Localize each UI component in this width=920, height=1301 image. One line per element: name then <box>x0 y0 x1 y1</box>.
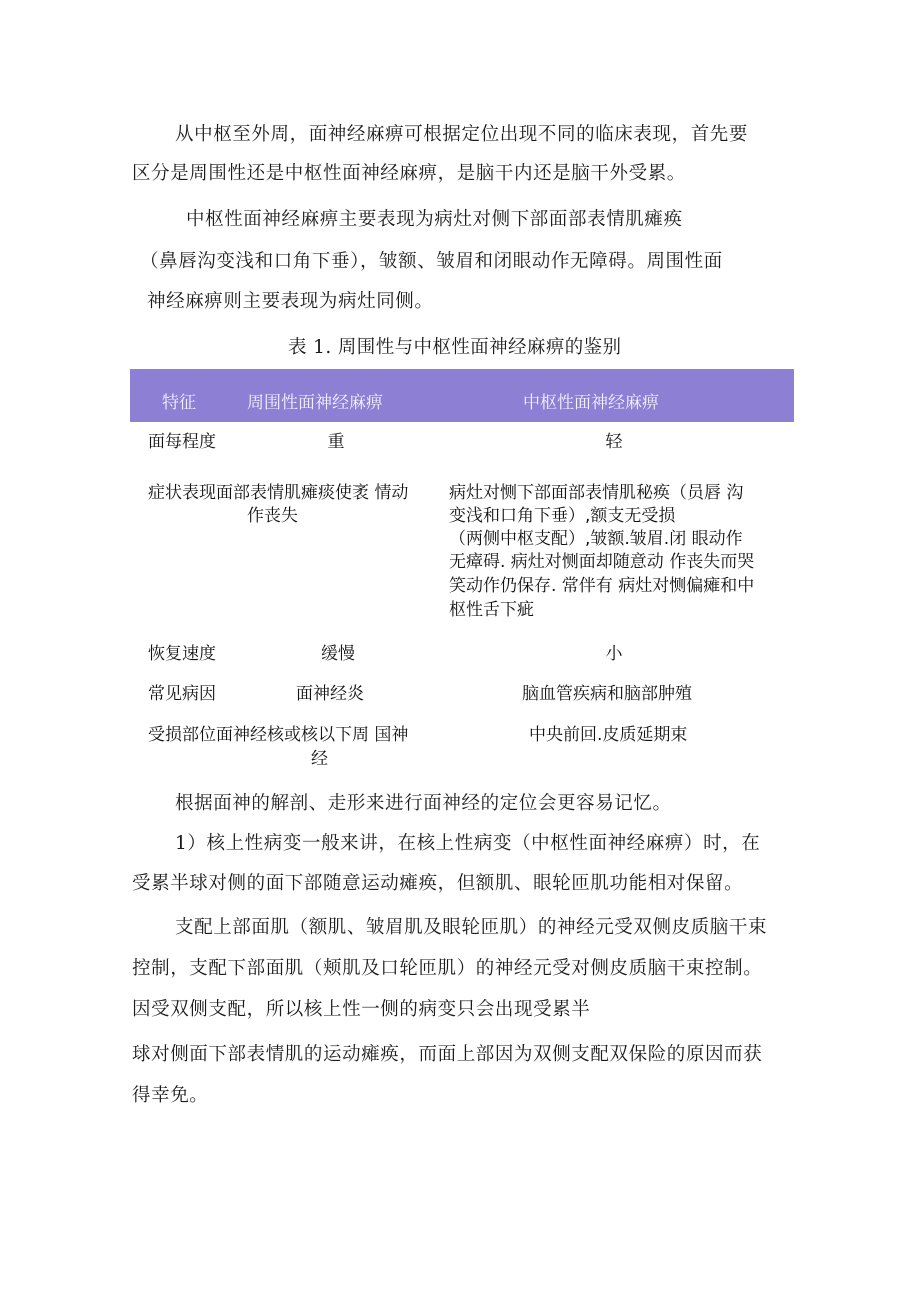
row-symptom-feature-peripheral-line-1: 症状表现面部表情肌瘫痰使袤 情动 <box>148 483 409 503</box>
row-lesion-feature-peripheral-line-1: 受损部位面神经核或核以下周 国神 <box>148 725 409 745</box>
row-lesion-central: 中央前回.皮质延期束 <box>529 725 688 745</box>
row-symptom-central-line-3: （两侧中枢支配）,皱额.皱眉.闭 眼动作 <box>449 529 743 549</box>
row-symptom-central-line-1: 病灶对恻下部面部表情肌秘痪（员唇 沟 <box>449 483 744 503</box>
row-symptom-central-line-6: 枢性舌下疵 <box>449 600 534 620</box>
paragraph-4-line-2: 受累半球对侧的面下部随意运动瘫痪，但额肌、眼轮匝肌功能相对保留。 <box>132 873 744 894</box>
row-cause-peripheral: 面神经炎 <box>296 684 364 704</box>
row-symptom-feature-peripheral-line-2: 作丧失 <box>247 506 298 526</box>
table-header-row <box>130 369 794 422</box>
row-recovery-central: 小 <box>605 644 623 664</box>
row-severity-central: 轻 <box>605 432 623 452</box>
table-header-feature: 特征 <box>162 393 196 413</box>
table-header-central: 中枢性面神经麻痹 <box>523 393 659 413</box>
row-recovery-peripheral: 缓慢 <box>321 644 355 664</box>
paragraph-1-line-1: 从中枢至外周，面神经麻痹可根据定位出现不同的临床表现，首先要 <box>175 124 749 145</box>
row-cause-central: 脑血管疾病和脑部肿殖 <box>522 684 692 704</box>
paragraph-2-line-3: 神经麻痹则主要表现为病灶同侧。 <box>147 291 434 312</box>
paragraph-5-line-1: 支配上部面肌（额肌、皱眉肌及眼轮匝肌）的神经元受双侧皮质脑干束 <box>175 917 768 938</box>
row-severity-feature: 面每程度 <box>148 432 216 452</box>
row-recovery-feature: 恢复速度 <box>148 644 216 664</box>
row-symptom-central-line-5: 笑动作仍保存. 常伴有 病灶对恻偏瘫和中 <box>449 576 755 596</box>
paragraph-1-line-2: 区分是周围性还是中枢性面神经麻痹，是脑干内还是脑干外受累。 <box>132 163 686 184</box>
paragraph-5-line-2: 控制，支配下部面肌（颊肌及口轮匝肌）的神经元受对侧皮质脑干束控制。 <box>132 958 763 979</box>
paragraph-5-line-3: 因受双侧支配，所以核上性一侧的病变只会出现受累半 <box>132 999 591 1020</box>
paragraph-6-line-1: 球对侧面下部表情肌的运动瘫痪，而面上部因为双侧支配双保险的原因而获 <box>132 1044 763 1065</box>
row-cause-feature: 常见病因 <box>148 684 216 704</box>
paragraph-3-line-1: 根据面神的解剖、走形来进行面神经的定位会更容易记忆。 <box>175 793 672 814</box>
paragraph-4-line-1: 1）核上性病变一般来讲，在核上性病变（中枢性面神经麻痹）时，在 <box>175 833 761 854</box>
row-severity-peripheral: 重 <box>327 432 345 452</box>
paragraph-2-line-1: 中枢性面神经麻痹主要表现为病灶对侧下部面部表情肌瘫痪 <box>186 209 683 230</box>
table-caption: 表 1. 周围性与中枢性面神经麻痹的鉴别 <box>288 337 622 358</box>
row-symptom-central-line-4: 无瘴碍. 病灶对恻面却随意动 作丧失而哭 <box>449 552 755 572</box>
paragraph-6-line-2: 得幸免。 <box>132 1085 209 1106</box>
row-lesion-feature-peripheral-line-2: 经 <box>311 749 328 769</box>
paragraph-2-line-2: （鼻唇沟变浅和口角下垂），皱额、皱眉和闭眼动作无障碍。周围性面 <box>140 251 723 272</box>
table-header-peripheral: 周围性面神经麻痹 <box>247 393 383 413</box>
row-symptom-central-line-2: 变浅和口角下垂）,额支无受损 <box>449 506 676 526</box>
